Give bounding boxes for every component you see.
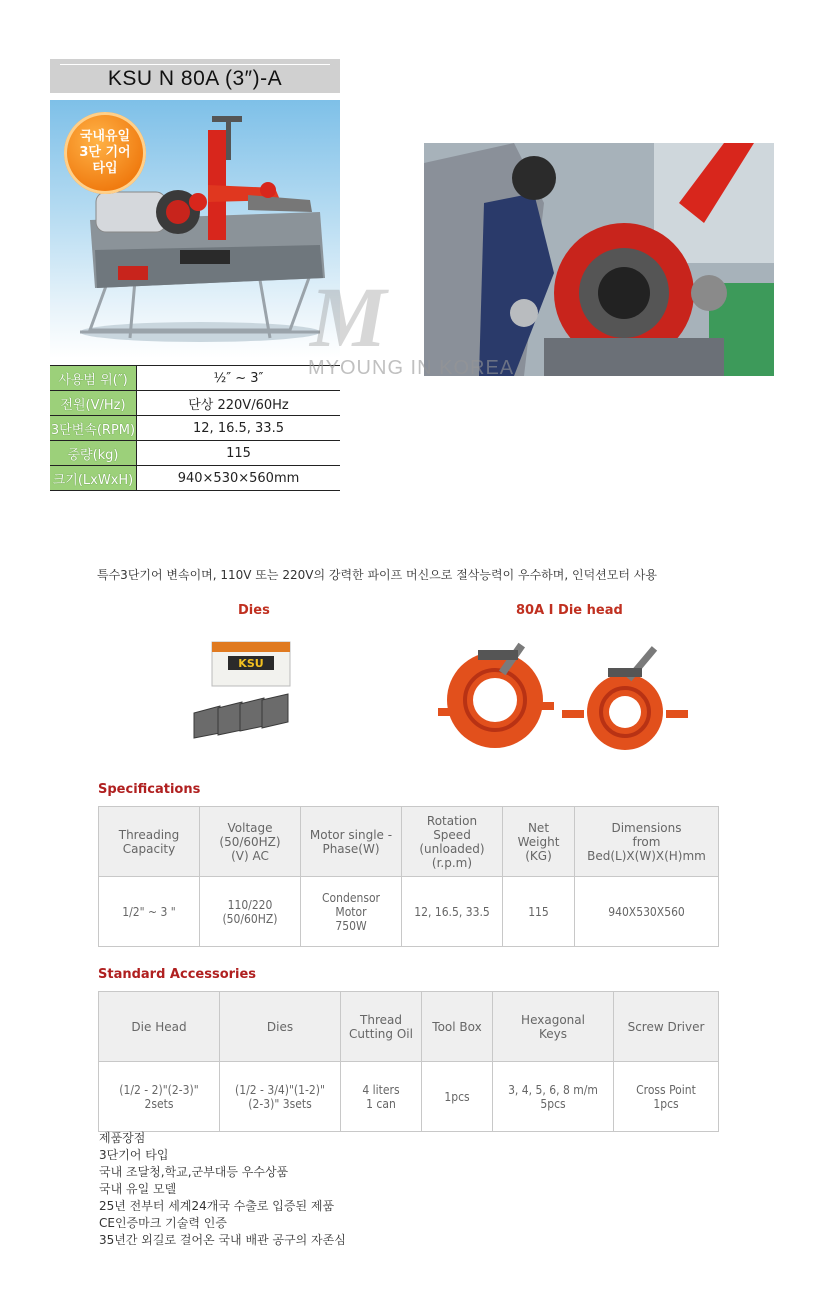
acc-header-die-head: Die Head (99, 992, 220, 1062)
accessories-title: Standard Accessories (98, 967, 257, 982)
spec-cell-weight: 115 (503, 877, 575, 947)
watermark-text: MYOUNG IN KOREA (308, 357, 515, 379)
acc-header-dies: Dies (220, 992, 341, 1062)
acc-header-screwdriver: Screw Driver (614, 992, 719, 1062)
acc-cell-screwdriver: Cross Point 1pcs (614, 1062, 719, 1132)
dies-image (190, 638, 300, 743)
spec-row-rpm (50, 416, 340, 441)
spec-summary-table (50, 365, 340, 491)
feature-item: 국내 유일 모델 (99, 1182, 177, 1196)
product-title-bar (50, 59, 340, 93)
acc-cell-dies: (1/2 - 3/4)"(1-2)" (2-3)" 3sets (220, 1062, 341, 1132)
dies-caption: Dies (238, 603, 270, 618)
acc-cell-oil: 4 liters 1 can (341, 1062, 422, 1132)
specifications-table (98, 806, 719, 947)
product-description: 특수3단기어 변속이며, 110V 또는 220V의 강력한 파이프 머신으로 절삭능력이 우수하며, 인덕션모터 사용 (97, 568, 657, 582)
feature-heading: 제품장점 (99, 1131, 146, 1145)
spec-cell-capacity: 1/2" ~ 3 " (99, 877, 200, 947)
spec-label: 3단변속(RPM) (50, 416, 137, 441)
spec-label: 사용범 위(″) (50, 366, 137, 391)
die-head-image (430, 622, 695, 752)
svg-text:M: M (310, 278, 387, 358)
spec-header-rotation: Rotation Speed (unloaded) (r.p.m) (402, 807, 503, 877)
spec-cell-motor: Condensor Motor 750W (301, 877, 402, 947)
spec-label: 중량(kg) (50, 441, 137, 466)
feature-item: 국내 조달청,학교,군부대등 우수상품 (99, 1165, 289, 1179)
spec-value: ½″ ~ 3″ (137, 366, 341, 391)
die-box-logo: KSU (238, 657, 264, 670)
spec-value: 단상 220V/60Hz (137, 391, 341, 416)
specifications-title: Specifications (98, 782, 201, 797)
product-photo (50, 100, 340, 358)
product-features (99, 1130, 346, 1249)
usage-photo (424, 143, 774, 376)
spec-header-voltage: Voltage (50/60HZ) (V) AC (200, 807, 301, 877)
acc-cell-hex-keys: 3, 4, 5, 6, 8 m/m 5pcs (493, 1062, 614, 1132)
feature-item: 3단기어 타입 (99, 1148, 169, 1162)
spec-cell-rotation: 12, 16.5, 33.5 (402, 877, 503, 947)
brand-logo-watermark (300, 278, 470, 358)
spec-value: 115 (137, 441, 341, 466)
spec-cell-dimensions: 940X530X560 (575, 877, 719, 947)
spec-cell-voltage: 110/220 (50/60HZ) (200, 877, 301, 947)
spec-header-capacity: Threading Capacity (99, 807, 200, 877)
badge-domestic-only: 국내유일 3단 기어 타입 (64, 112, 146, 194)
spec-value: 12, 16.5, 33.5 (137, 416, 341, 441)
acc-cell-toolbox: 1pcs (422, 1062, 493, 1132)
acc-cell-die-head: (1/2 - 2)"(2-3)" 2sets (99, 1062, 220, 1132)
spec-label: 크기(LxWxH) (50, 466, 137, 491)
accessories-table (98, 991, 719, 1132)
spec-header-motor: Motor single - Phase(W) (301, 807, 402, 877)
spec-header-weight: Net Weight (KG) (503, 807, 575, 877)
acc-header-hex-keys: Hexagonal Keys (493, 992, 614, 1062)
spec-value: 940×530×560mm (137, 466, 341, 491)
die-head-caption: 80A I Die head (516, 603, 623, 618)
spec-row-weight (50, 441, 340, 466)
spec-row-size (50, 466, 340, 491)
spec-header-dimensions: Dimensions from Bed(L)X(W)X(H)mm (575, 807, 719, 877)
feature-item: 25년 전부터 세계24개국 수출로 입증된 제품 (99, 1199, 335, 1213)
acc-header-toolbox: Tool Box (422, 992, 493, 1062)
spec-row-power (50, 391, 340, 416)
feature-item: CE인증마크 기술력 인증 (99, 1216, 227, 1230)
acc-header-oil: Thread Cutting Oil (341, 992, 422, 1062)
spec-label: 전원(V/Hz) (50, 391, 137, 416)
product-title: KSU N 80A (3″)-A (107, 67, 283, 90)
spec-row-range (50, 366, 340, 391)
feature-item: 35년간 외길로 걸어온 국내 배관 공구의 자존심 (99, 1233, 346, 1247)
